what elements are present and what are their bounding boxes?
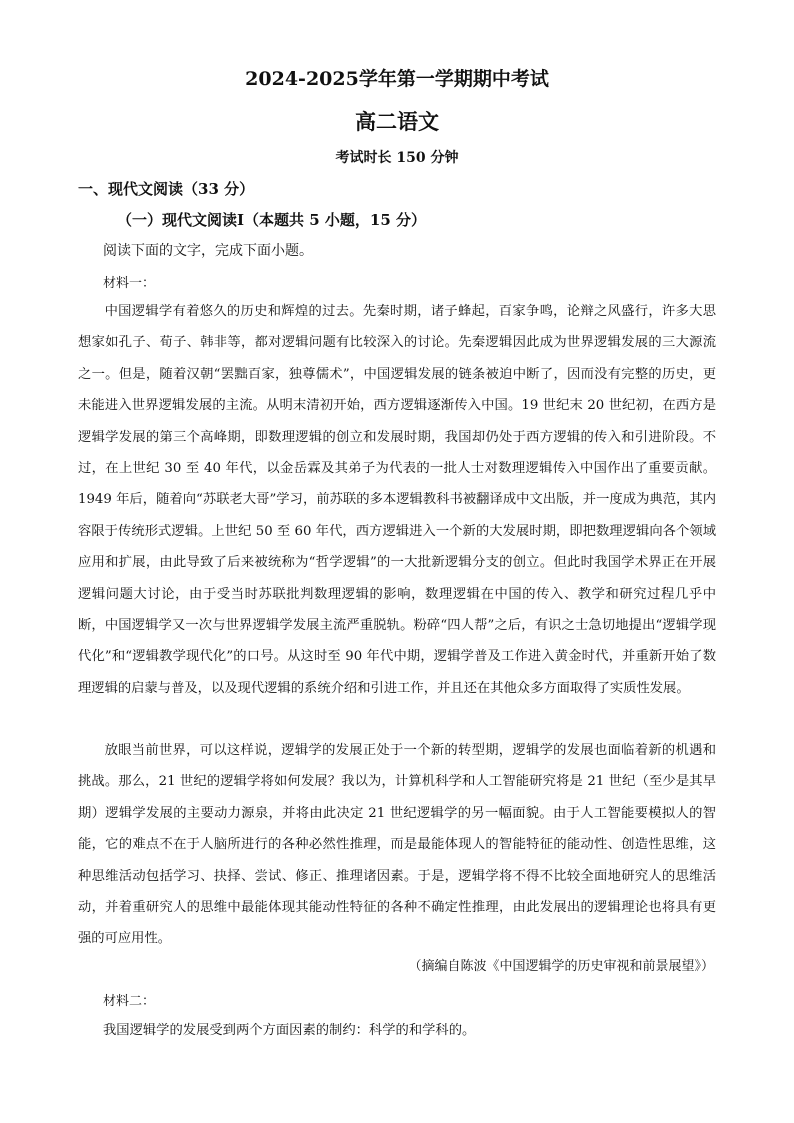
material-one-paragraph-1: 中国逻辑学有着悠久的历史和辉煌的过去。先秦时期，诸子蜂起，百家争鸣，论辩之风盛行，许多大思想家如孔子、荀子、韩非等，都对逻辑问题有比较深入的讨论。先秦逻辑因此成为世界逻辑发展的三大源流之一。但是，随着汉朝“罢黜百家，独尊儒术”，中国逻辑发展的链条被迫中断了，因而没有完整的历史，更未能进入世界逻辑发展的主流。从明末清初开始，西方逻辑逐渐传入中国。19 世纪末 20 世纪初，在西方是逻辑学发展的第三个高峰期，即数理逻辑的创立和发展时期，我国却仍处于西方逻辑的传入和引进阶段。不过，在上世纪 30 至 40 年代，以金岳霖及其弟子为代表的一批人士对数理逻辑传入中国作出了重要贡献。1949 年后，随着向“苏联老大哥”学习，前苏联的多本逻辑教科书被翻译成中文出版，并一度成为典范，其内容限于传统形式逻辑。上世纪 50 至 60 年代，西方逻辑进入一个新的大发展时期，即把数理逻辑向各个领域应用和扩展，由此导致了后来被统称为“哲学逻辑”的一大批新逻辑分支的创立。但此时我国学术界正在开展逻辑问题大讨论，由于受当时苏联批判数理逻辑的影响，数理逻辑在中国的传入、教学和研究过程几乎中断，中国逻辑学又一次与世界逻辑学发展主流严重脱轨。粉碎“四人帮”之后，有识之士急切地提出“逻辑学现代化”和“逻辑教学现代化”的口号。从这时至 90 年代中期，逻辑学普及工作进入黄金时代，并重新开始了数理逻辑的启蒙与普及，以及现代逻辑的系统介绍和引进工作，并且还在其他众多方面取得了实质性发展。	[78, 304, 716, 696]
exam-title: 2024-2025学年第一学期期中考试	[245, 68, 549, 90]
material-two-label: 材料二：	[103, 994, 156, 1009]
material-one-source: （摘编自陈波《中国逻辑学的历史审视和前景展望》）	[408, 959, 714, 974]
material-one-paragraph-2: 放眼当前世界，可以这样说，逻辑学的发展正处于一个新的转型期，逻辑学的发展也面临着新的机遇和挑战。那么，21 世纪的逻辑学将如何发展？我以为，计算机科学和人工智能研究将是 21 世纪（至少是其早期）逻辑学发展的主要动力源泉，并将由此决定 21 世纪逻辑学的另一幅面貌。由于人工智能要模拟人的智能，它的难点不在于人脑所进行的各种必然性推理，而是最能体现人的智能特征的能动性、创造性思维，这种思维活动包括学习、抉择、尝试、修正、推理诸因素。于是，逻辑学将不得不比较全面地研究人的思维活动，并着重研究人的思维中最能体现其能动性特征的各种不确定性推理，由此发展出的逻辑理论也将具有更强的可应用性。	[78, 743, 716, 947]
exam-subject: 高二语文	[355, 109, 439, 134]
material-one-label: 材料一：	[103, 276, 156, 291]
exam-duration: 考试时长 150 分钟	[335, 150, 459, 166]
reading-instruction: 阅读下面的文字，完成下面小题。	[103, 243, 313, 259]
subsection-heading: （一）现代文阅读Ⅰ（本题共 5 小题，15 分）	[117, 211, 426, 229]
material-two-paragraph-1: 我国逻辑学的发展受到两个方面因素的制约：科学的和学科的。	[103, 1023, 476, 1038]
section-heading: 一、现代文阅读（33 分）	[78, 180, 255, 198]
